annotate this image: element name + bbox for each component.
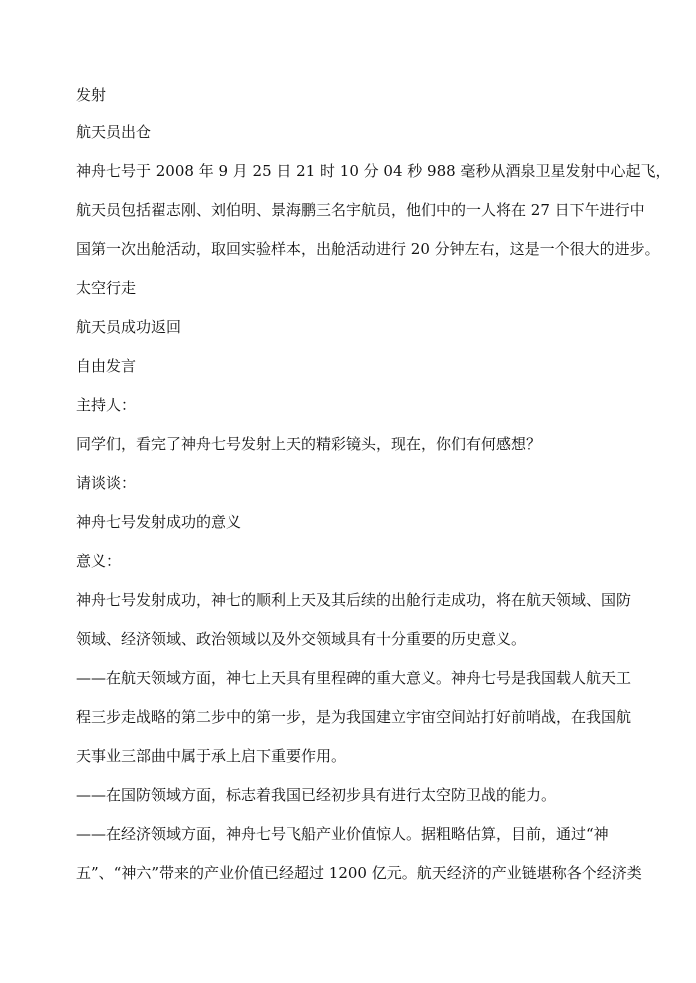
text-line: 五”、“神六”带来的产业价值已经超过 1200 亿元。航天经济的产业链堪称各个经济类	[76, 864, 642, 882]
text-line: ——在国防领域方面，标志着我国已经初步具有进行太空防卫战的能力。	[76, 786, 557, 804]
text-line: 自由发言	[76, 357, 137, 375]
text-line: 神舟七号发射成功的意义	[76, 513, 242, 531]
text-line: 太空行走	[76, 279, 137, 297]
text-line: 航天员包括翟志刚、刘伯明、景海鹏三名宇航员，他们中的一人将在 27 日下午进行中	[76, 201, 645, 219]
text-line: 发射	[76, 86, 107, 104]
text-line: 神舟七号发射成功，神七的顺利上天及其后续的出舱行走成功，将在航天领域、国防	[76, 591, 632, 609]
text-line: 意义：	[76, 552, 122, 570]
text-line: 航天员成功返回	[76, 318, 182, 336]
text-line: 天事业三部曲中属于承上启下重要作用。	[76, 747, 347, 765]
text-line: 程三步走战略的第二步中的第一步，是为我国建立宇宙空间站打好前哨战，在我国航	[76, 708, 632, 726]
text-line: 主持人：	[76, 396, 137, 414]
text-line: 请谈谈：	[76, 474, 137, 492]
text-line: 领域、经济领域、政治领域以及外交领域具有十分重要的历史意义。	[76, 630, 527, 648]
text-line: 神舟七号于 2008 年 9 月 25 日 21 时 10 分 04 秒 988 毫秒从酒泉卫星发射中心起飞，	[76, 162, 671, 180]
text-line: 国第一次出舱活动，取回实验样本，出舱活动进行 20 分钟左右，这是一个很大的进步。	[76, 240, 660, 258]
text-line: 航天员出仓	[76, 123, 152, 141]
text-line: 同学们，看完了神舟七号发射上天的精彩镜头，现在，你们有何感想？	[76, 435, 542, 453]
text-line: ——在航天领域方面，神七上天具有里程碑的重大意义。神舟七号是我国载人航天工	[76, 669, 632, 687]
text-line: ——在经济领域方面，神舟七号飞船产业价值惊人。据粗略估算，目前，通过“神	[76, 825, 609, 843]
